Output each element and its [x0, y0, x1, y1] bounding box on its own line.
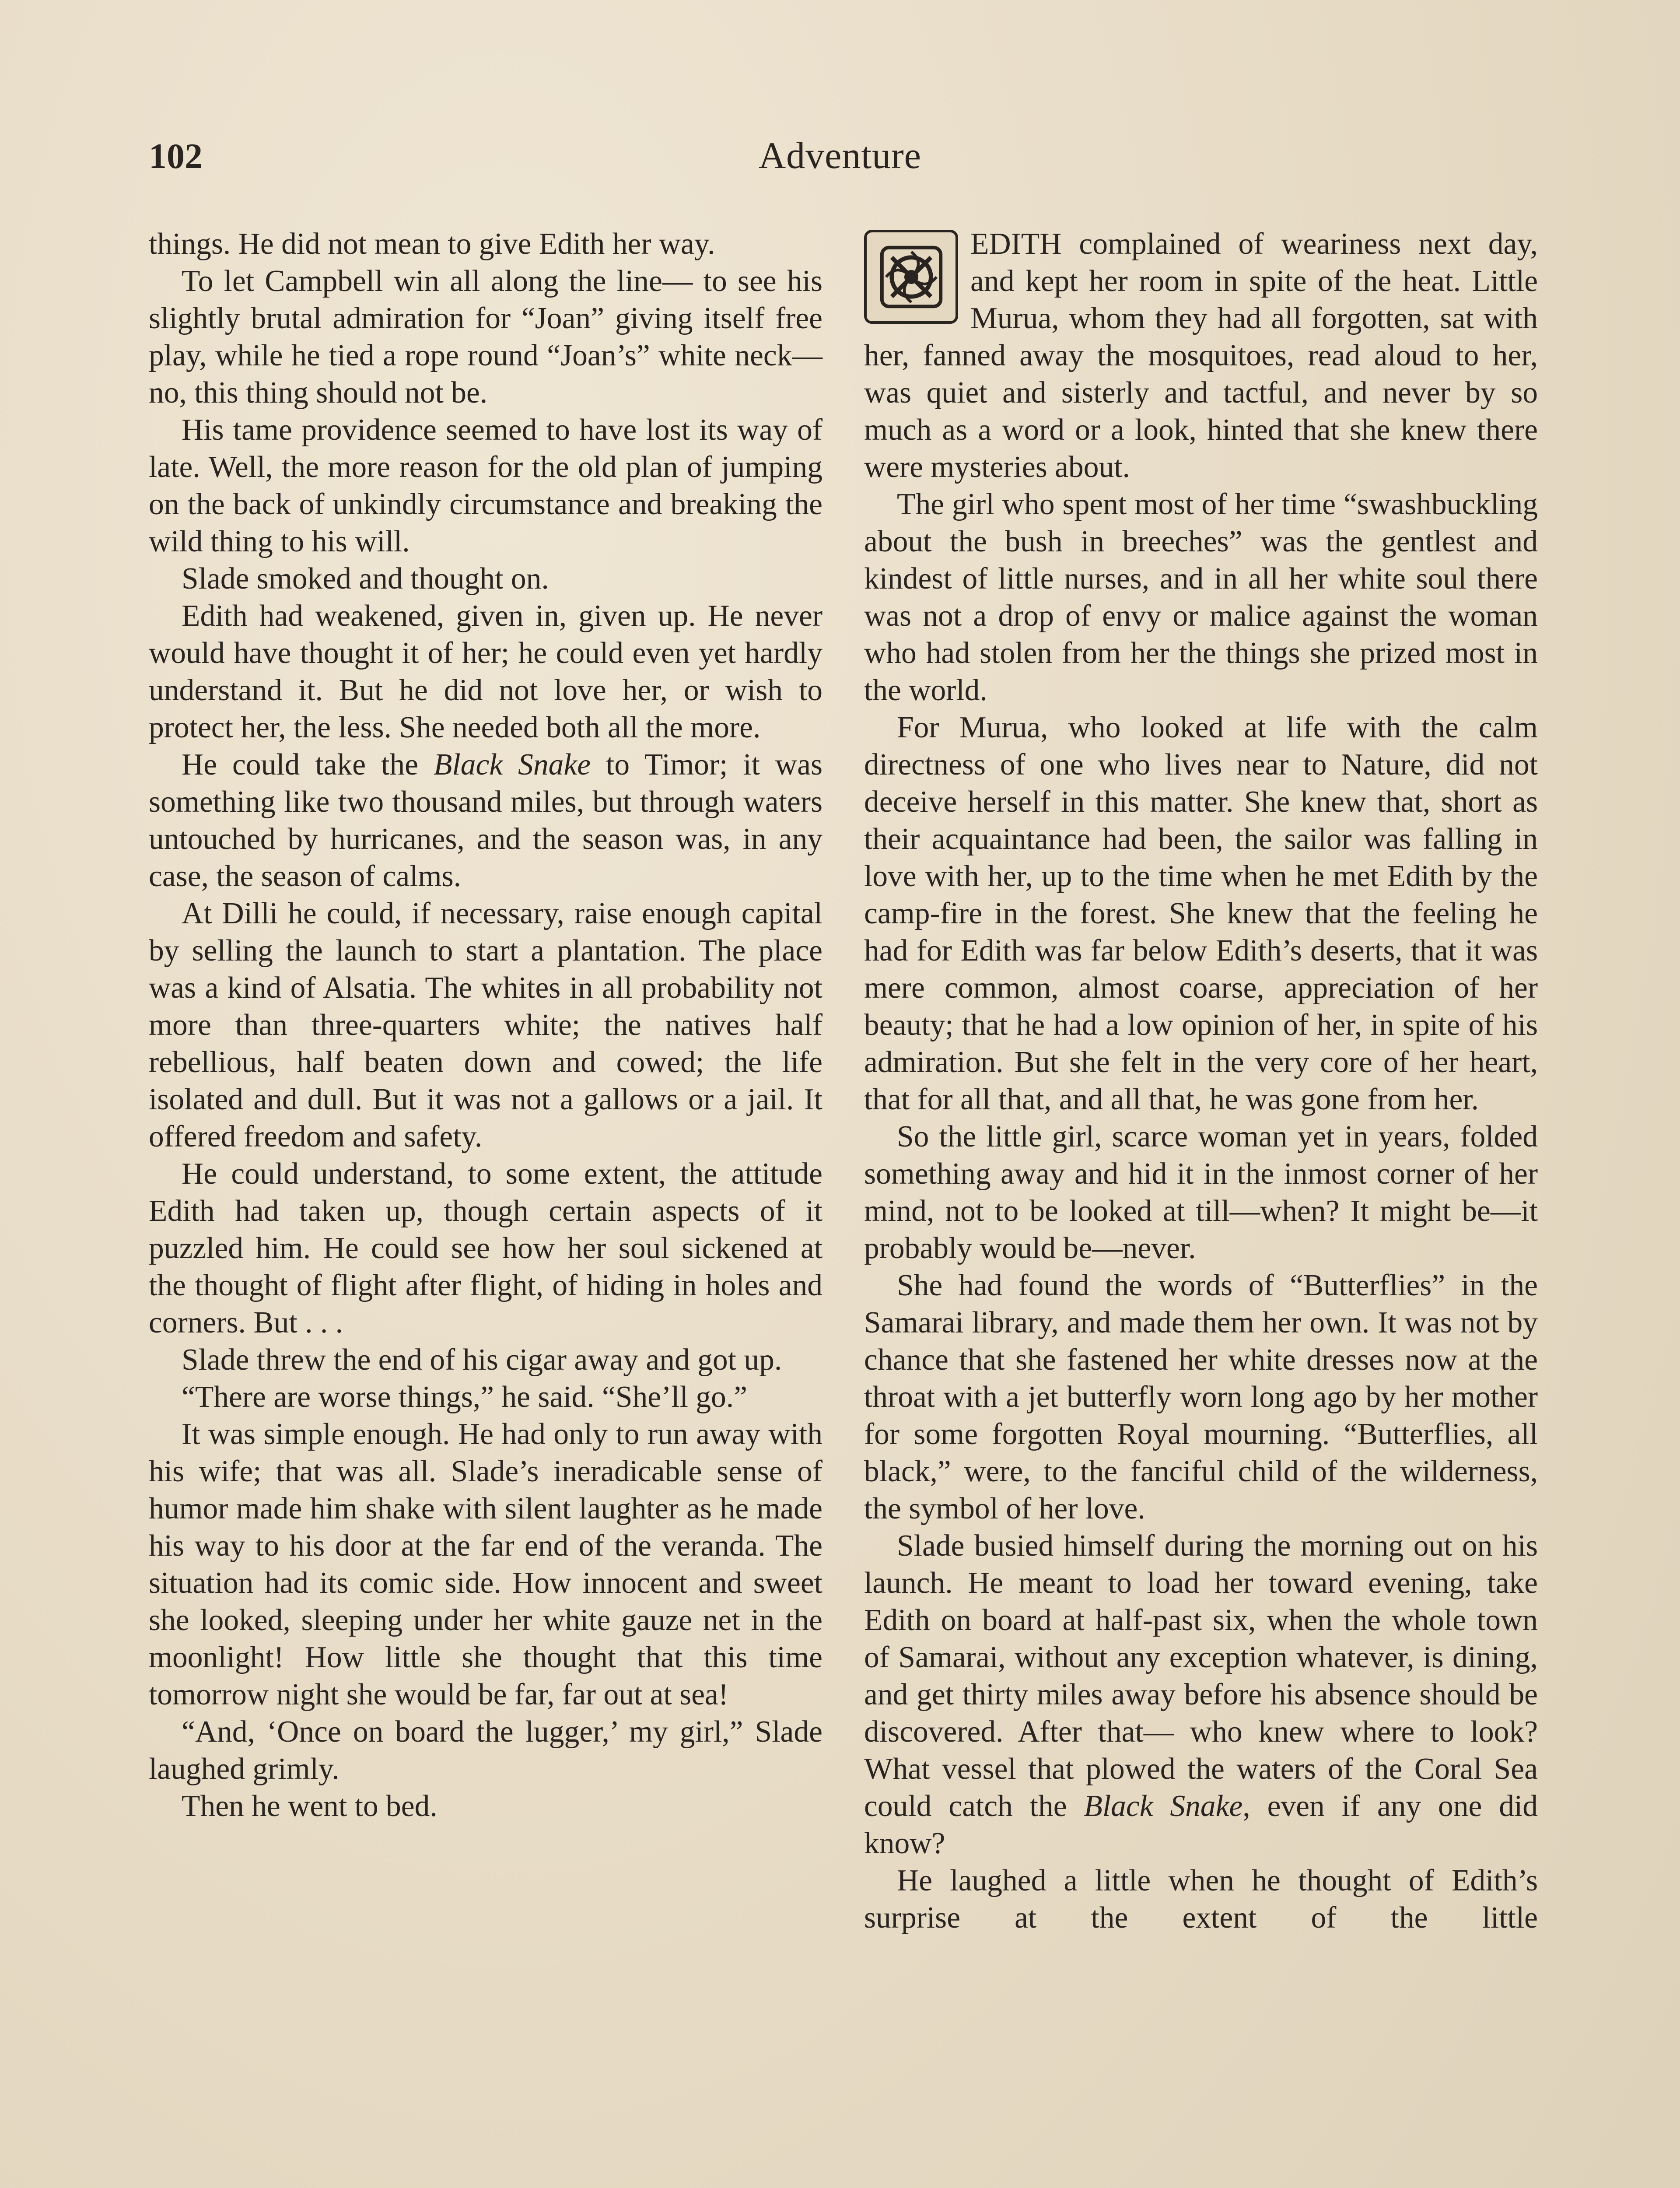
- paragraph: She had found the words of “Butterflies” in the Samarai library, and made them her own. It was not by chance that she fastened her white dresses now at the throat with a jet butterfly worn long ago by her mother for some forgotten Royal mourning. “Butterflies, all black,” were, to the fanciful child of the wilderness, the symbol of her love.: [864, 1269, 1538, 1525]
- paragraph: He could understand, to some extent, the attitude Edith had taken up, though certain aspects of it puzzled him. He could see how her soul sickened at the thought of flight after flight, of hiding in holes and corners. But . . .: [149, 1157, 822, 1339]
- paragraph: At Dilli he could, if necessary, raise enough capital by selling the launch to start a plantation. The place was a kind of Alsatia. The whites in all probability not more than three-quarters white; the natives half rebellious, half beaten down and cowed; the life isolated and dull. But it was not a gallows or a jail. It offered freedom and safety.: [149, 897, 822, 1154]
- right-column: [864, 225, 1538, 1936]
- text-run: , even if any one did know?: [864, 1789, 1538, 1860]
- paragraph: [149, 746, 822, 895]
- paragraph: [864, 1527, 1538, 1862]
- text-run: to Timor; it was something like two thousand miles, but through waters untouched by hurricanes, and the season was, in any case, the season of calms.: [149, 748, 823, 893]
- paragraph: Then he went to bed.: [182, 1789, 438, 1823]
- paragraph: Slade smoked and thought on.: [182, 562, 549, 596]
- vessel-name: Black Snake: [433, 748, 591, 782]
- left-column: [149, 225, 822, 1825]
- celtic-knot-ornament-icon: [864, 230, 958, 324]
- vessel-name: Black Snake: [1084, 1789, 1243, 1823]
- paragraph: Slade threw the end of his cigar away and got up.: [182, 1343, 782, 1377]
- text-run: EDITH complained of weariness next day, and kept her room in spite of the heat. Little Murua, whom they had all forgotten, sat with her, fanned away the mosquitoes, read aloud to her, was quiet and sisterly and tactful, and never by so much as a word or a look, hinted that she knew there were mysteries about.: [864, 227, 1538, 484]
- text-run: He could take the: [182, 748, 434, 782]
- paragraph: “And, ‘Once on board the lugger,’ my girl,” Slade laughed grimly.: [149, 1715, 822, 1786]
- drop-cap-paragraph: [864, 225, 1538, 486]
- paragraph: For Murua, who looked at life with the calm directness of one who lives near to Nature, did not deceive herself in this matter. She knew that, short as their acquaintance had been, the sailor was falling in love with her, up to the time when he met Edith by the camp-fire in the forest. She knew that the feeling he had for Edith was far below Edith’s deserts, that it was mere common, almost coarse, appreciation of her beauty; that he had a low opinion of her, in spite of his admiration. But she felt in the very core of her heart, that for all that, and all that, he was gone from her.: [864, 711, 1538, 1116]
- text-run: Slade busied himself during the morning out on his launch. He meant to load her toward evening, take Edith on board at half-past six, when the whole town of Samarai, without any exception whatever, is dining, and get thirty miles away before his absence should be discovered. After that— who knew where to look? What vessel that plowed the waters of the Coral Sea could catch the: [864, 1529, 1538, 1823]
- paragraph: To let Campbell win all along the line— to see his slightly brutal admiration for “Joan” giving itself free play, while he tied a rope round “Joan’s” white neck—no, this thing should not be.: [149, 264, 822, 410]
- paragraph: Edith had weakened, given in, given up. He never would have thought it of her; he could even yet hardly understand it. But he did not love her, or wish to protect her, the less. She needed both all the more.: [149, 599, 822, 744]
- paragraph: “There are worse things,” he said. “She’ll go.”: [182, 1380, 747, 1414]
- paragraph: It was simple enough. He had only to run away with his wife; that was all. Slade’s ineradicable sense of humor made him shake with silent laughter as he made his way to his door at the far end of the veranda. The situation had its comic side. How innocent and sweet she looked, sleeping under her white gauze net in the moonlight! How little she thought that this time tomorrow night she would be far, far out at sea!: [149, 1417, 822, 1711]
- page-number: 102: [149, 136, 203, 176]
- paragraph: The girl who spent most of her time “swashbuckling about the bush in breeches” was the gentlest and kindest of little nurses, and in all her white soul there was not a drop of envy or malice against the woman who had stolen from her the things she prized most in the world.: [864, 487, 1538, 707]
- paragraph: His tame providence seemed to have lost its way of late. Well, the more reason for the old plan of jumping on the back of unkindly circumstance and breaking the wild thing to his will.: [149, 413, 822, 558]
- paragraph: things. He did not mean to give Edith her way.: [149, 227, 715, 261]
- running-head: Adventure: [759, 134, 921, 176]
- paragraph: So the little girl, scarce woman yet in years, folded something away and hid it in the inmost corner of her mind, not to be looked at till—when? It might be—it probably would be—never.: [864, 1120, 1538, 1265]
- paragraph: He laughed a little when he thought of Edith’s surprise at the extent of the little: [864, 1864, 1538, 1935]
